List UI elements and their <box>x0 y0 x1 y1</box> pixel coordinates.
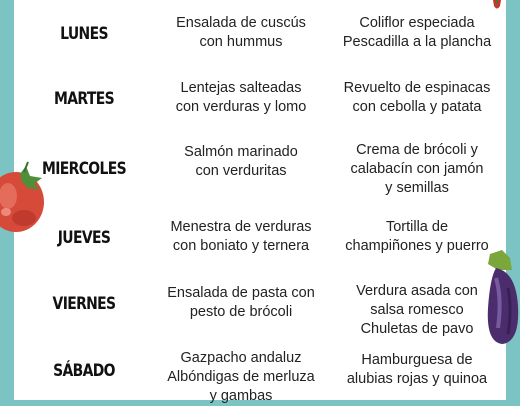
dinner-line: alubias rojas y quinoa <box>346 371 488 387</box>
lunch-line: con verduras y lomo <box>175 99 307 115</box>
dinner-line: calabacín con jamón <box>350 161 484 177</box>
dinner-line: Hamburguesa de <box>361 352 473 368</box>
lunch-line: con boniato y ternera <box>172 238 310 254</box>
fruit-illustration <box>490 0 504 12</box>
day-label: MARTES <box>54 89 114 109</box>
lunch-line: Albóndigas de merluza <box>167 369 315 385</box>
lunch-cell <box>154 218 328 256</box>
dinner-cell <box>328 282 506 339</box>
lunch-cell <box>154 143 328 181</box>
lunch-line: y gambas <box>209 388 273 404</box>
dinner-cell <box>328 79 506 117</box>
lunch-line: Gazpacho andaluz <box>180 350 302 366</box>
dinner-line: champiñones y puerro <box>345 238 489 254</box>
dinner-line: Verdura asada con <box>356 283 478 299</box>
dinner-line: Coliflor especiada <box>359 15 475 31</box>
dinner-cell <box>328 351 506 389</box>
lunch-cell <box>154 14 328 52</box>
lunch-line: Salmón marinado <box>184 144 298 160</box>
dinner-cell <box>328 218 506 256</box>
dinner-line: Revuelto de espinacas <box>343 80 491 96</box>
dinner-line: Pescadilla a la plancha <box>342 34 492 50</box>
eggplant-illustration <box>482 248 520 348</box>
dinner-cell <box>328 14 506 52</box>
day-label: LUNES <box>60 24 108 44</box>
dinner-line: Crema de brócoli y <box>356 142 478 158</box>
lunch-line: Lentejas salteadas <box>180 80 302 96</box>
dinner-line: Tortilla de <box>385 219 449 235</box>
day-label: SÁBADO <box>53 361 115 381</box>
dinner-line: Chuletas de pavo <box>360 321 474 337</box>
lunch-cell <box>154 349 328 406</box>
lunch-line: Ensalada de pasta con <box>167 285 315 301</box>
lunch-line: con verduritas <box>195 163 287 179</box>
day-label: MIERCOLES <box>42 159 126 179</box>
day-label: JUEVES <box>57 228 111 248</box>
dinner-line: salsa romesco <box>370 302 464 318</box>
lunch-cell <box>154 79 328 117</box>
lunch-cell <box>154 284 328 322</box>
tomato-illustration <box>0 160 48 240</box>
lunch-line: pesto de brócoli <box>189 304 293 320</box>
dinner-cell <box>328 141 506 198</box>
dinner-line: y semillas <box>385 180 449 196</box>
lunch-line: con hummus <box>199 34 283 50</box>
lunch-line: Menestra de verduras <box>170 219 312 235</box>
lunch-line: Ensalada de cuscús <box>176 15 306 31</box>
dinner-line: con cebolla y patata <box>352 99 482 115</box>
menu-page <box>14 0 506 404</box>
day-label: VIERNES <box>52 294 116 314</box>
